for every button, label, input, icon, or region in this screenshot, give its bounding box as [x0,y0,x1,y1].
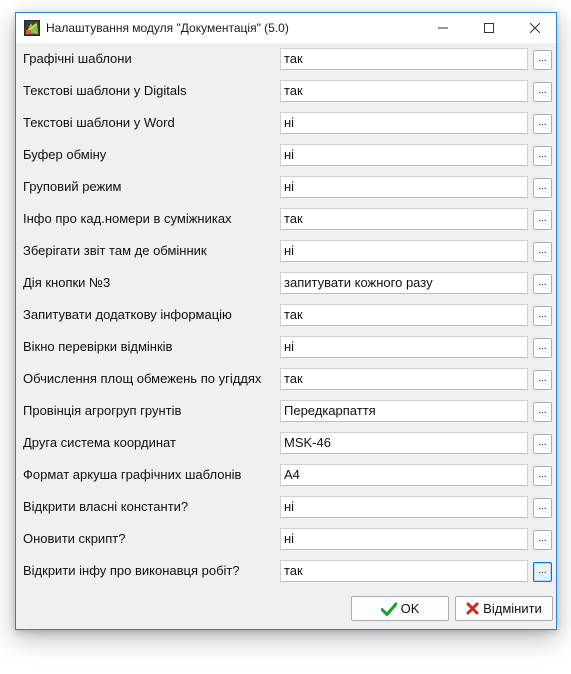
red-x-icon [466,602,479,615]
browse-button-group-mode[interactable]: ... [533,178,552,198]
ok-button-label: OK [400,601,420,616]
setting-value-open-constants[interactable]: ні [280,496,528,518]
browse-button-second-coord-system[interactable]: ... [533,434,552,454]
minimize-icon [438,23,448,33]
app-settings-icon [24,20,40,36]
setting-value-text-templates-word[interactable]: ні [280,112,528,134]
close-button[interactable] [512,13,558,43]
browse-button-open-constants[interactable]: ... [533,498,552,518]
setting-value-cadastral-info[interactable]: так [280,208,528,230]
minimize-button[interactable] [420,13,466,43]
setting-label-text-templates-word: Текстові шаблони у Word [23,115,175,130]
setting-label-sheet-format: Формат аркуша графічних шаблонів [23,467,242,482]
browse-button-sheet-format[interactable]: ... [533,466,552,486]
setting-label-clipboard: Буфер обміну [23,147,107,162]
setting-value-soil-province[interactable]: Передкарпаття [280,400,528,422]
window-title: Налаштування модуля "Документація" (5.0) [46,21,289,35]
setting-value-sheet-format[interactable]: A4 [280,464,528,486]
setting-value-second-coord-system[interactable]: MSK-46 [280,432,528,454]
browse-button-update-script[interactable]: ... [533,530,552,550]
setting-label-second-coord-system: Друга система координат [23,435,176,450]
browse-button-ask-extra-info[interactable]: ... [533,306,552,326]
close-icon [530,23,540,33]
browse-button-text-templates-digitals[interactable]: ... [533,82,552,102]
setting-label-restriction-areas: Обчислення площ обмежень по угіддях [23,371,262,386]
setting-label-soil-province: Провінція агрогруп грунтів [23,403,182,418]
setting-value-case-check-window[interactable]: ні [280,336,528,358]
browse-button-cadastral-info[interactable]: ... [533,210,552,230]
setting-label-case-check-window: Вікно перевірки відмінків [23,339,173,354]
maximize-button[interactable] [466,13,512,43]
setting-value-executor-info[interactable]: так [280,560,528,582]
browse-button-restriction-areas[interactable]: ... [533,370,552,390]
setting-value-button-3-action[interactable]: запитувати кожного разу [280,272,528,294]
setting-label-button-3-action: Дія кнопки №3 [23,275,111,290]
setting-value-group-mode[interactable]: ні [280,176,528,198]
setting-value-restriction-areas[interactable]: так [280,368,528,390]
settings-dialog [15,12,557,630]
ok-button[interactable] [351,596,449,621]
browse-button-button-3-action[interactable]: ... [533,274,552,294]
cancel-button-label: Відмінити [483,601,542,616]
setting-label-executor-info: Відкрити інфу про виконавця робіт? [23,563,240,578]
setting-label-cadastral-info: Інфо про кад.номери в суміжниках [23,211,232,226]
setting-value-graphic-templates[interactable]: так [280,48,528,70]
setting-label-update-script: Оновити скрипт? [23,531,126,546]
browse-button-clipboard[interactable]: ... [533,146,552,166]
setting-label-open-constants: Відкрити власні константи? [23,499,189,514]
browse-button-executor-info[interactable]: ... [533,562,552,582]
setting-value-clipboard[interactable]: ні [280,144,528,166]
setting-value-text-templates-digitals[interactable]: так [280,80,528,102]
setting-value-update-script[interactable]: ні [280,528,528,550]
setting-label-group-mode: Груповий режим [23,179,122,194]
browse-button-case-check-window[interactable]: ... [533,338,552,358]
cancel-button[interactable] [455,596,553,621]
setting-label-graphic-templates: Графічні шаблони [23,51,132,66]
setting-label-text-templates-digitals: Текстові шаблони у Digitals [23,83,187,98]
setting-label-ask-extra-info: Запитувати додаткову інформацію [23,307,232,322]
setting-value-save-report[interactable]: ні [280,240,528,262]
maximize-icon [484,23,494,33]
browse-button-soil-province[interactable]: ... [533,402,552,422]
browse-button-graphic-templates[interactable]: ... [533,50,552,70]
browse-button-save-report[interactable]: ... [533,242,552,262]
setting-label-save-report: Зберігати звіт там де обмінник [23,243,207,258]
title-bar[interactable] [16,13,556,43]
browse-button-text-templates-word[interactable]: ... [533,114,552,134]
setting-value-ask-extra-info[interactable]: так [280,304,528,326]
green-check-icon [381,602,397,616]
